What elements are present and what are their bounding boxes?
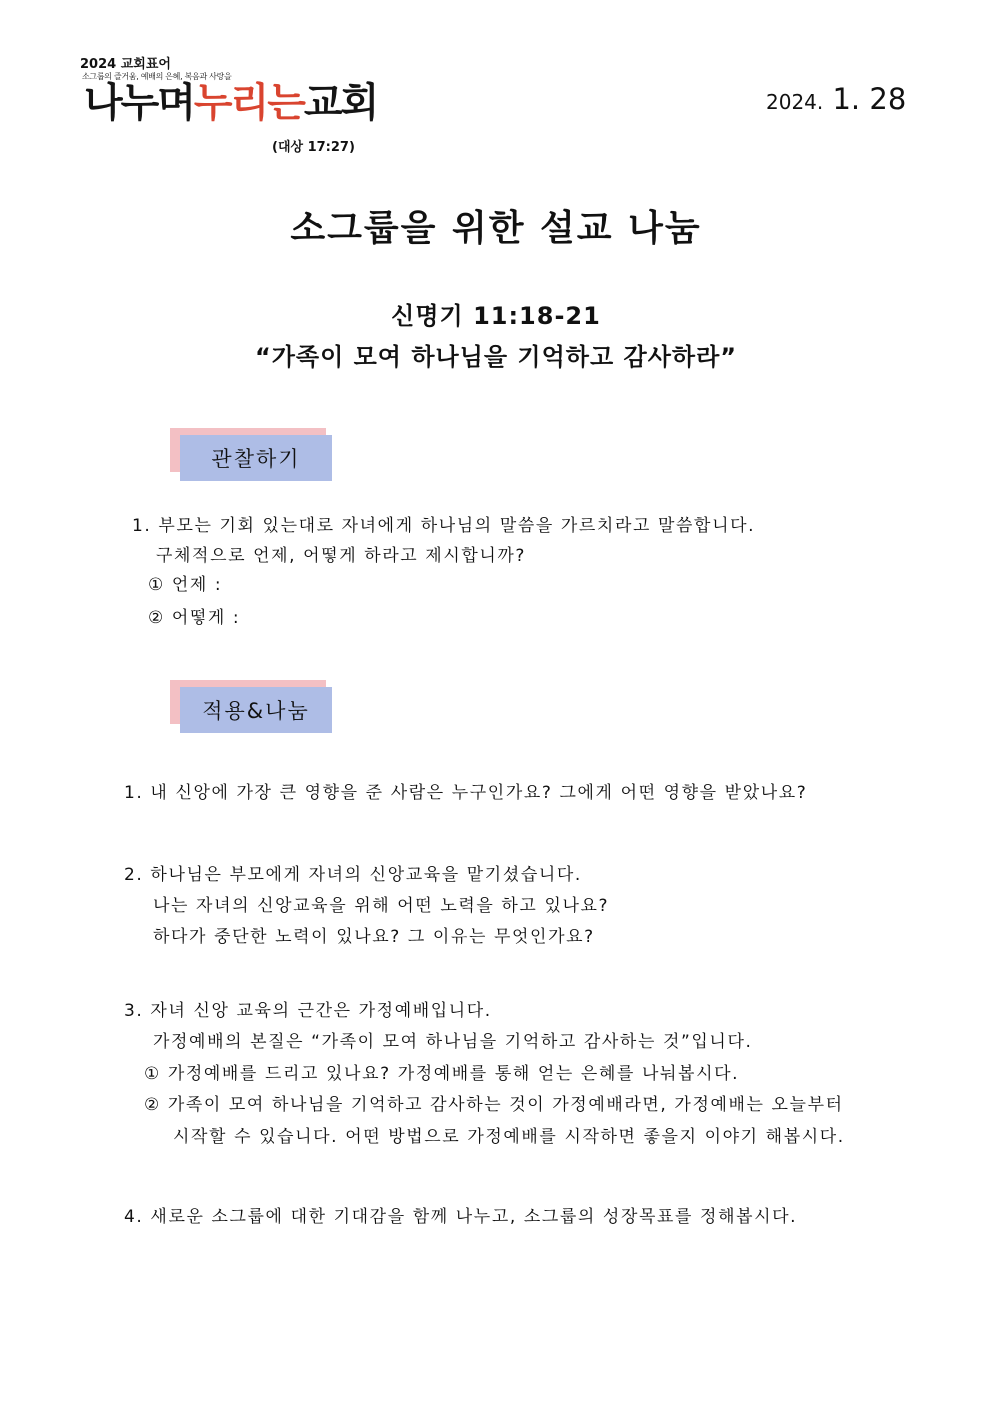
section-heading-observe: 관찰하기 (180, 435, 332, 481)
apply-question-3-line-2: 가정예배의 본질은 “가족이 모여 하나님을 기억하고 감사하는 것”입니다. (153, 1032, 753, 1052)
date-month-day: 1. 28 (832, 82, 907, 116)
logo-year-label: 2024 교회표어 (80, 57, 171, 72)
observe-question-1-detail: 구체적으로 언제, 어떻게 하라고 제시합니까? (156, 546, 527, 566)
document-date (766, 82, 906, 116)
apply-question-1: 1. 내 신앙에 가장 큰 영향을 준 사람은 누구인가요? 그에게 어떤 영향을 받았나요? (124, 783, 808, 803)
observe-answer-when: ① 언제 : (148, 575, 223, 595)
logo-scripture-ref: (대상 17:27) (272, 140, 355, 155)
logo-word-1: 나누며 (84, 80, 194, 126)
apply-question-3-item-2: ② 가족이 모여 하나님을 기억하고 감사하는 것이 가정예배라면, 가정예배는 오늘부터 (144, 1095, 844, 1115)
logo-word-2: 누리는 (193, 80, 304, 126)
apply-question-3-item-1: ① 가정예배를 드리고 있나요? 가정예배를 통해 얻는 은혜를 나눠봅시다. (144, 1064, 740, 1084)
church-logo (84, 80, 378, 126)
apply-question-2-line-3: 하다가 중단한 노력이 있나요? 그 이유는 무엇인가요? (153, 927, 595, 947)
logo-word-3: 교회 (303, 80, 378, 126)
page-title: 소그룹을 위한 설교 나눔 (290, 208, 702, 249)
logo-tagline: 소그룹의 즐거움, 예배의 은혜, 복음과 사랑을 (82, 72, 232, 81)
sermon-title: “가족이 모여 하나님을 기억하고 감사하라” (254, 343, 738, 371)
apply-question-3: 3. 자녀 신앙 교육의 근간은 가정예배입니다. (124, 1001, 492, 1021)
date-year: 2024. (766, 90, 824, 114)
observe-answer-how: ② 어떻게 : (148, 608, 241, 628)
observe-question-1: 1. 부모는 기회 있는대로 자녀에게 하나님의 말씀을 가르치라고 말씀합니다. (132, 516, 756, 536)
apply-question-2: 2. 하나님은 부모에게 자녀의 신앙교육을 맡기셨습니다. (124, 865, 582, 885)
apply-question-2-line-2: 나는 자녀의 신앙교육을 위해 어떤 노력을 하고 있나요? (153, 896, 610, 916)
apply-question-3-item-2-cont: 시작할 수 있습니다. 어떤 방법으로 가정예배를 시작하면 좋을지 이야기 해봅시다. (173, 1127, 845, 1147)
section-heading-apply: 적용&나눔 (180, 687, 332, 733)
apply-question-4: 4. 새로운 소그룹에 대한 기대감을 함께 나누고, 소그룹의 성장목표를 정해봅시다. (124, 1207, 798, 1227)
scripture-reference: 신명기 11:18-21 (391, 302, 601, 330)
